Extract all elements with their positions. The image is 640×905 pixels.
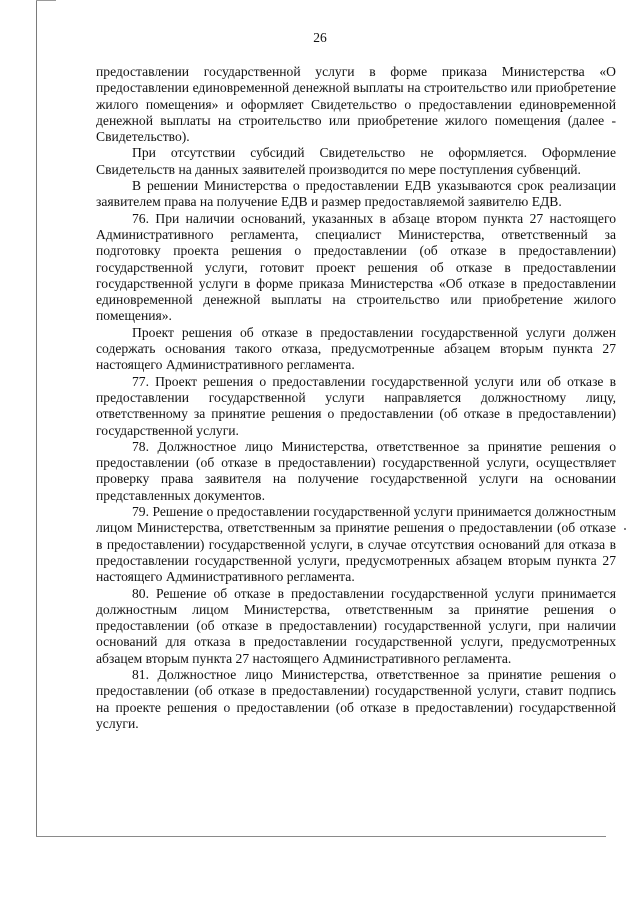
scan-border-bottom bbox=[36, 836, 606, 837]
paragraph-refusal-grounds: Проект решения об отказе в предоставлении государственной услуги должен содержать основания такого отказа, предусмотренные абзацем вторым пункта 27 настоящего Административного регламента. bbox=[96, 324, 616, 373]
paragraph-item-80: 80. Решение об отказе в предоставлении государственной услуги принимается должностным лицом Министерства, ответственным за принятие решения о предоставлении (об отказе в предоставлении) государственной услуги, при наличии оснований для отказа в предоставлении государственной услуги, предусмотренных абзацем вторым пункта 27 настоящего Административного регламента. bbox=[96, 585, 616, 666]
scan-speck bbox=[624, 528, 626, 530]
paragraph-edv-decision: В решении Министерства о предоставлении ЕДВ указываются срок реализации заявителем права на получение ЕДВ и размер предоставляемой заявителю ЕДВ. bbox=[96, 178, 616, 210]
paragraph-item-77: 77. Проект решения о предоставлении государственной услуги или об отказе в предоставлении государственной услуги направляется должностному лицу, ответственному за принятие решения о предоставлении (об отказе в предоставлении) государственной услуги. bbox=[96, 373, 616, 438]
paragraph-item-81: 81. Должностное лицо Министерства, ответственное за принятие решения о предоставлении (об отказе в предоставлении) государственной услуги, ставит подпись на проекте решения о предоставлении (об отказе в предоставлении) государственной услуги. bbox=[96, 666, 616, 731]
paragraph-continuation: предоставлении государственной услуги в форме приказа Министерства «О предоставлении единовременной денежной выплаты на строительство или приобретение жилого помещения» и оформляет Свидетельство о предоставлении единовременной денежной выплаты на строительство или приобретение жилого помещения (далее - Свидетельство). bbox=[96, 64, 616, 145]
paragraph-item-78: 78. Должностное лицо Министерства, ответственное за принятие решения о предоставлении (об отказе в предоставлении) государственной услуги, осуществляет проверку права заявителя на получение государственной услуги на основании представленных документов. bbox=[96, 438, 616, 503]
page-number: 26 bbox=[313, 30, 327, 45]
document-body bbox=[96, 64, 616, 732]
paragraph-item-76: 76. При наличии оснований, указанных в абзаце втором пункта 27 настоящего Административного регламента, специалист Министерства, ответственный за подготовку проекта решения о предоставлении (об отказе в предоставлении) государственной услуги, готовит проект решения об отказе в предоставлении государственной услуги в форме приказа Министерства «Об отказе в предоставлении единовременной денежной выплаты на строительство или приобретение жилого помещения». bbox=[96, 210, 616, 324]
scan-border-top bbox=[36, 0, 56, 1]
scan-border-left bbox=[36, 0, 37, 836]
paragraph-item-79: 79. Решение о предоставлении государственной услуги принимается должностным лицом Министерства, ответственным за принятие решения о предоставлении (об отказе в предоставлении) государственной услуги, в случае отсутствия оснований для отказа в предоставлении государственной услуги, предусмотренных абзацем вторым пункта 27 настоящего Административного регламента. bbox=[96, 504, 616, 585]
paragraph-subsidy-absence: При отсутствии субсидий Свидетельство не оформляется. Оформление Свидетельств на данных заявителей производится по мере поступления субвенций. bbox=[96, 145, 616, 177]
